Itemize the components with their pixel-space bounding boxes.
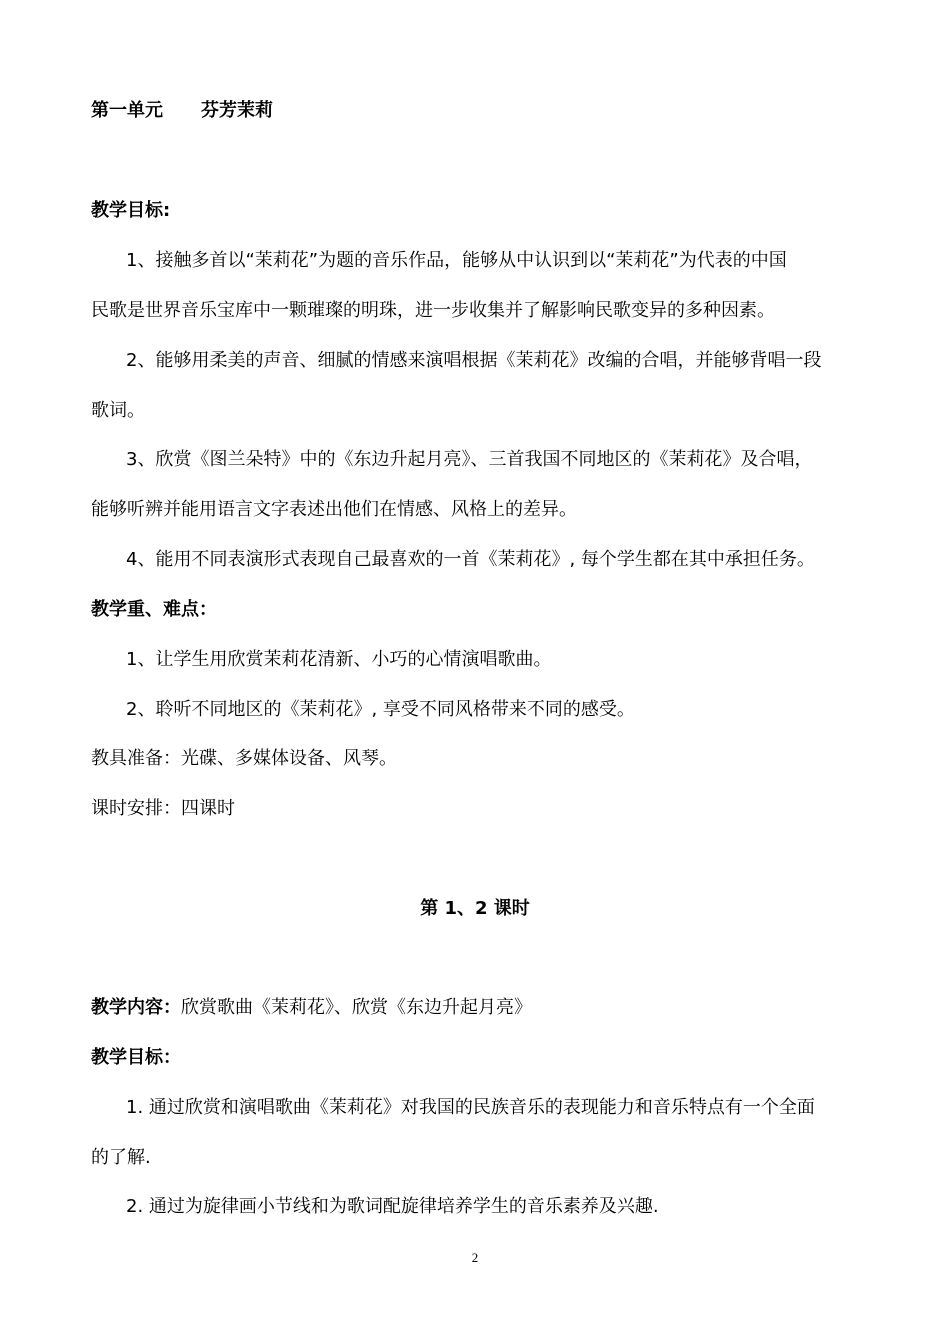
equipment: 教具准备：光碟、多媒体设备、风琴。	[91, 748, 397, 769]
unit-label: 第一单元	[91, 100, 163, 121]
lesson-content-label: 教学内容：	[91, 997, 181, 1018]
objective-3-line-1: 3、欣赏《图兰朵特》中的《东边升起月亮》、三首我国不同地区的《茉莉花》及合唱，	[126, 449, 813, 470]
lesson-objective-1-line-2: 的了解.	[91, 1147, 151, 1168]
unit-title	[91, 98, 866, 124]
key-point-1: 1、让学生用欣赏茉莉花清新、小巧的心情演唱歌曲。	[126, 649, 552, 670]
objectives-heading: 教学目标:	[91, 200, 171, 221]
objective-3-line-2: 能够听辨并能用语言文字表述出他们在情感、风格上的差异。	[91, 499, 577, 520]
lesson-objective-1-line-1: 1. 通过欣赏和演唱歌曲《茉莉花》对我国的民族音乐的表现能力和音乐特点有一个全面	[126, 1097, 815, 1118]
objective-1-line-2: 民歌是世界音乐宝库中一颗璀璨的明珠，进一步收集并了解影响民歌变异的多种因素。	[91, 300, 775, 321]
objective-4: 4、能用不同表演形式表现自己最喜欢的一首《茉莉花》, 每个学生都在其中承担任务。	[126, 549, 815, 570]
lesson-objective-2: 2. 通过为旋律画小节线和为歌词配旋律培养学生的音乐素养及兴趣.	[126, 1196, 659, 1217]
objective-1-line-1: 1、接触多首以“茉莉花”为题的音乐作品，能够从中认识到以“茉莉花”为代表的中国	[126, 250, 787, 271]
lesson-content	[91, 995, 866, 1021]
objective-2-line-1: 2、能够用柔美的声音、细腻的情感来演唱根据《茉莉花》改编的合唱，并能够背唱一段	[126, 350, 822, 371]
lesson-content-text: 欣赏歌曲《茉莉花》、欣赏《东边升起月亮》	[181, 997, 532, 1018]
schedule: 课时安排：四课时	[91, 798, 235, 819]
key-point-2: 2、聆听不同地区的《茉莉花》, 享受不同风格带来不同的感受。	[126, 699, 635, 720]
lesson-title: 第 1、2 课时	[420, 898, 530, 919]
objective-2-line-2: 歌词。	[91, 400, 145, 421]
page-number: 2	[471, 1250, 479, 1265]
key-points-heading: 教学重、难点：	[91, 599, 217, 620]
lesson-objectives-heading: 教学目标：	[91, 1047, 181, 1068]
unit-name: 芬芳茉莉	[201, 100, 273, 121]
